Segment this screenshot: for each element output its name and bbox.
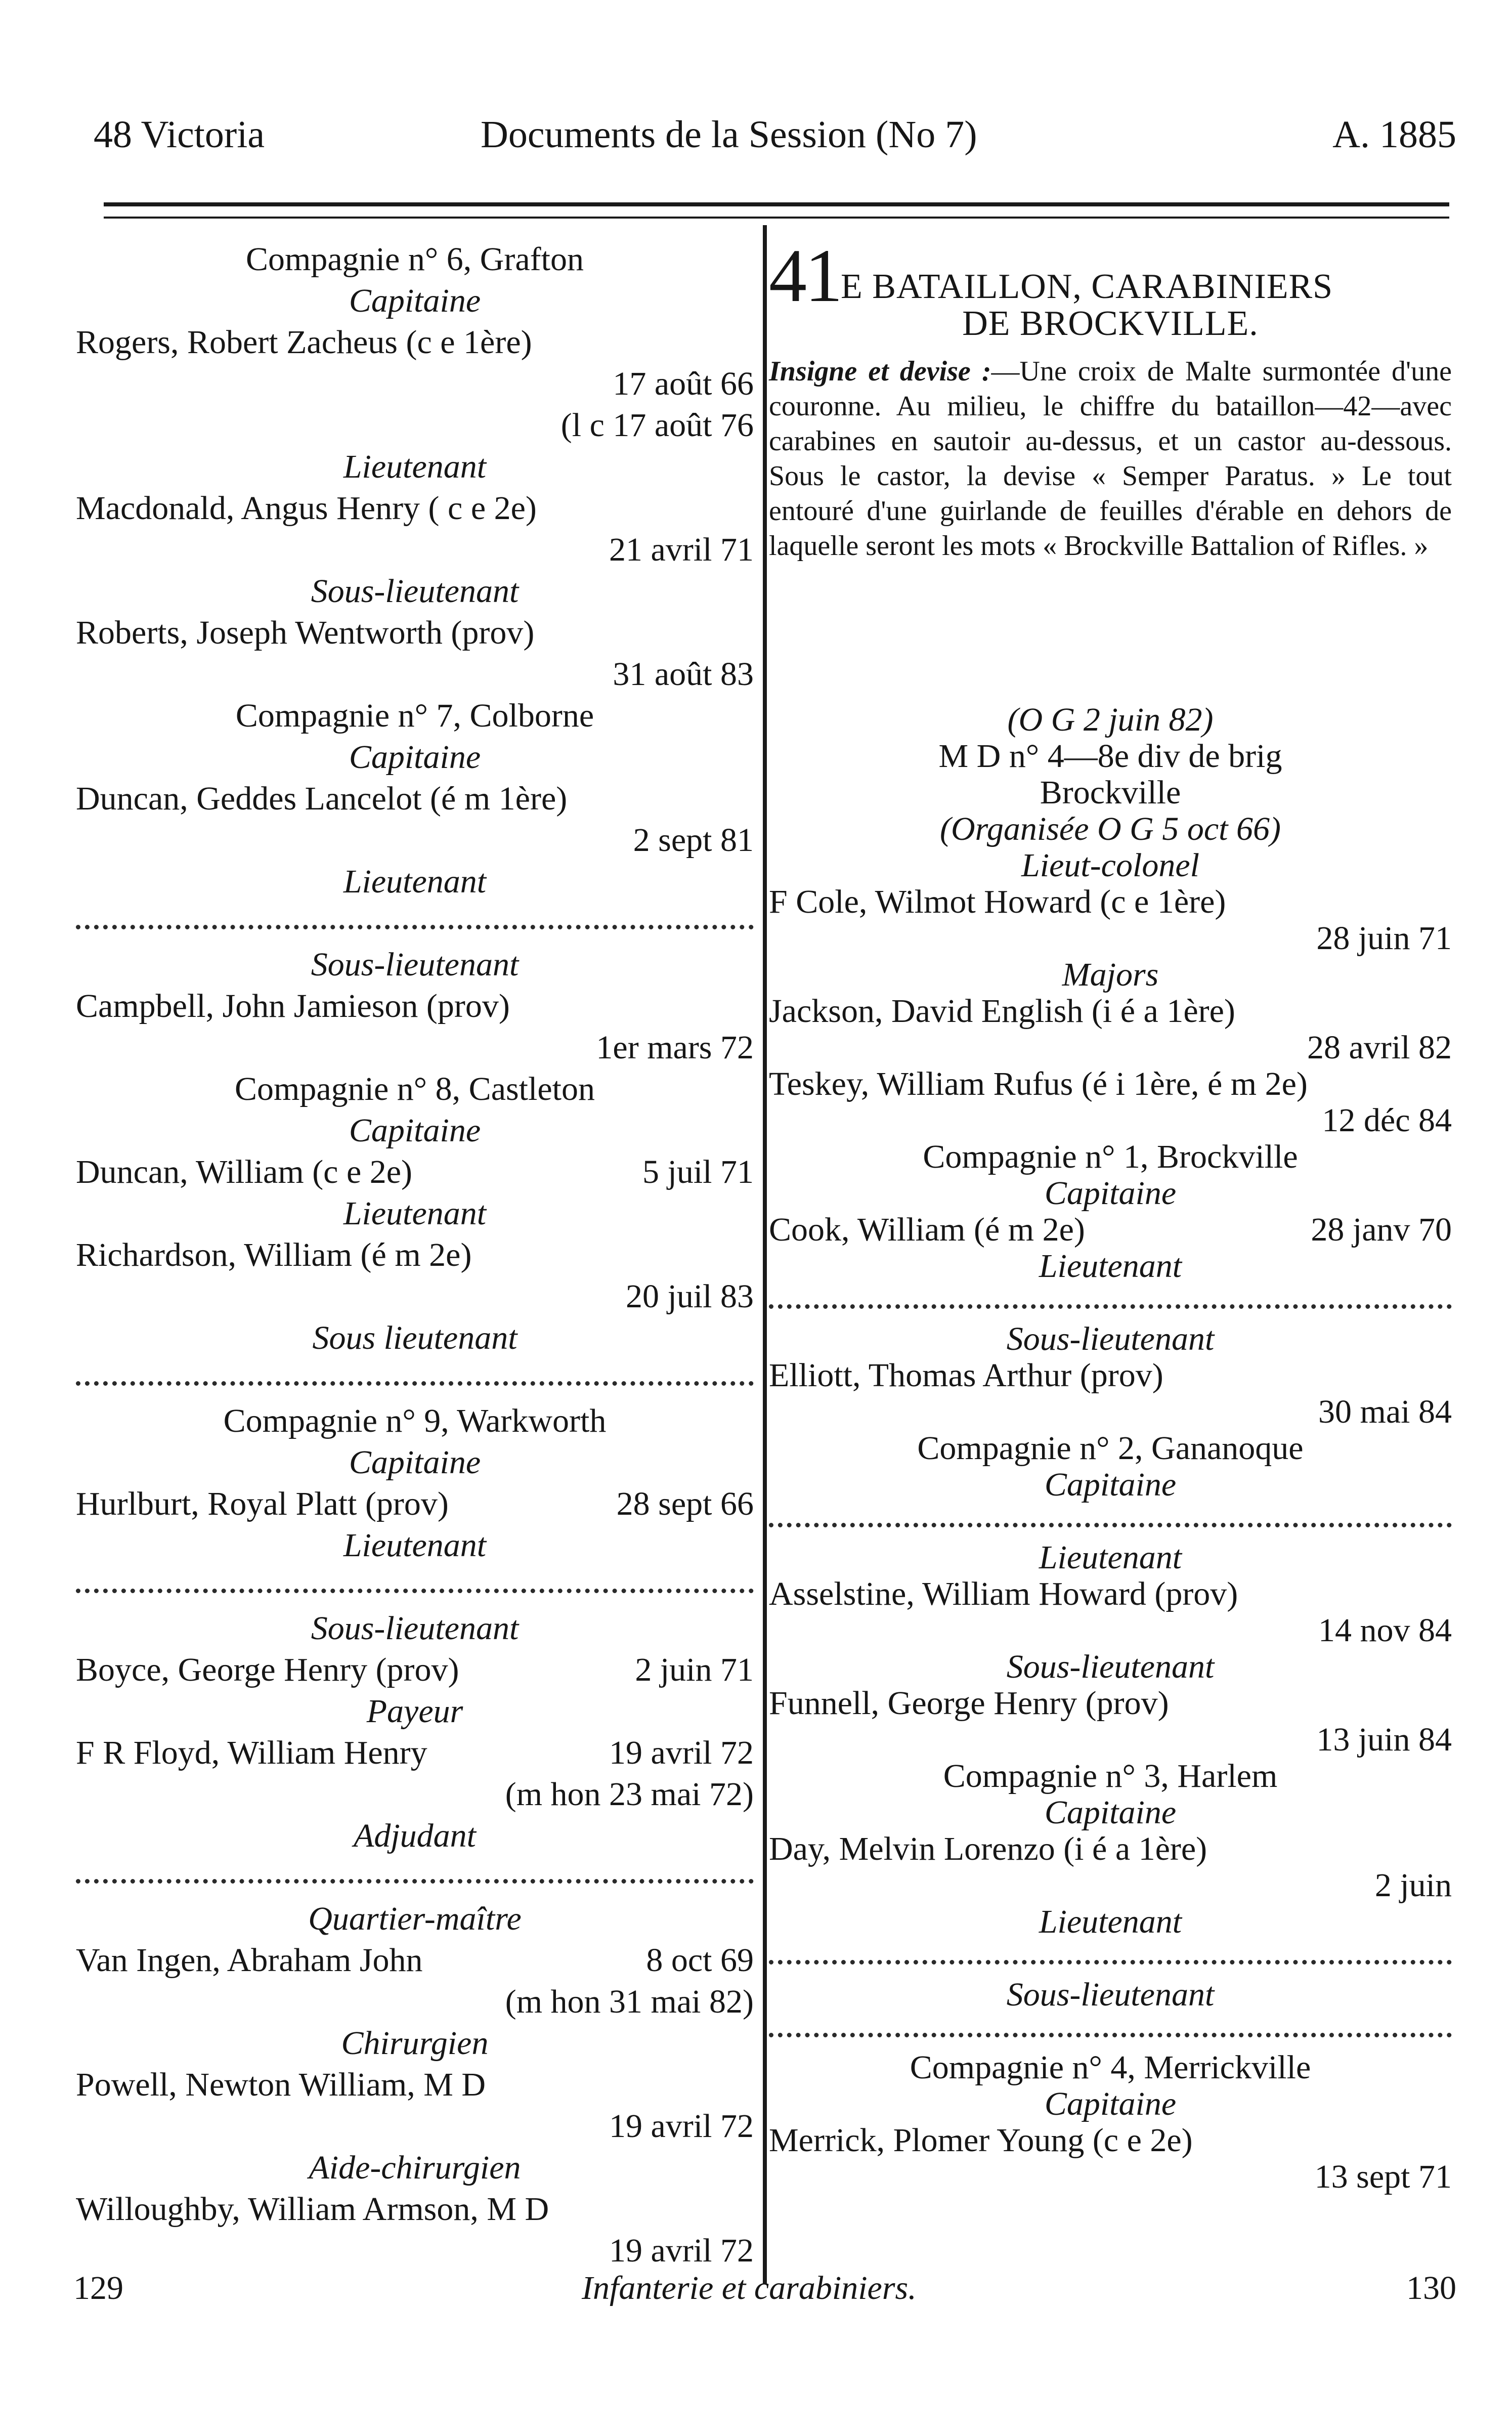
right-rank-heading: Sous-lieutenant (1006, 1976, 1215, 2013)
right-company-heading: M D n° 4—8e div de brig (938, 738, 1282, 775)
right-rank-heading: Lieutenant (1039, 1903, 1182, 1940)
right-officer-name: Merrick, Plomer Young (c e 2e) (769, 2122, 1193, 2159)
right-date: 2 juin (1374, 1867, 1452, 1904)
right-dotted-leader (769, 1523, 1452, 1527)
right-rank-heading: (O G 2 juin 82) (1007, 701, 1214, 738)
right-company-heading: Compagnie n° 3, Harlem (943, 1758, 1278, 1795)
right-company-heading: Compagnie n° 4, Merrickville (910, 2049, 1311, 2086)
header-center: Documents de la Session (No 7) (481, 113, 977, 156)
left-rank-heading: Lieutenant (343, 1527, 487, 1564)
battalion-heading-line2: DE BROCKVILLE. (962, 304, 1259, 343)
right-officer-name: Cook, William (é m 2e) 28 janv 70 (769, 1211, 1452, 1248)
header-right: A. 1885 (1332, 113, 1456, 156)
left-dotted-leader (76, 1589, 754, 1593)
battalion-heading-line1 (769, 234, 1452, 318)
left-officer-name: Roberts, Joseph Wentworth (prov) (76, 614, 535, 651)
insignia-text: —Une croix de Malte surmontée d'une couronne. Au milieu, le chiffre du bataillon—42—avec carabines en sautoir au-dessus, et un castor au-dessous. Sous le castor, la devise « Semper Paratus. » Le tout entouré d'une guirlande de feuilles d'érable en dehors de laquelle seront les mots « Brockville Battalion of Rifles. » (769, 356, 1452, 562)
left-date: 2 sept 81 (633, 822, 754, 859)
left-officer-name: Willoughby, William Armson, M D (76, 2191, 549, 2228)
right-company-heading: Brockville (1040, 774, 1181, 811)
left-dotted-leader (76, 1879, 754, 1884)
header-left: 48 Victoria (94, 113, 265, 156)
right-company-heading: Compagnie n° 2, Gananoque (917, 1430, 1304, 1467)
left-date: 28 sept 66 (616, 1485, 754, 1522)
left-date: 2 juin 71 (635, 1651, 754, 1688)
left-rank-heading: Aide-chirurgien (309, 2149, 521, 2186)
right-rank-heading: Lieut-colonel (1021, 847, 1199, 884)
right-officer-name: Asselstine, William Howard (prov) (769, 1575, 1238, 1612)
footer-page-left: 129 (73, 2270, 123, 2306)
left-rank-heading: Payeur (366, 1693, 463, 1730)
left-officer-name: Richardson, William (é m 2e) (76, 1236, 472, 1273)
right-date: 13 juin 84 (1316, 1721, 1452, 1758)
left-rank-heading: Capitaine (349, 1112, 481, 1149)
left-dotted-leader (76, 925, 754, 929)
left-officer-name: F R Floyd, William Henry 19 avril 72 (76, 1734, 754, 1771)
left-rank-heading: Sous-lieutenant (311, 1610, 519, 1647)
left-date: 5 juil 71 (642, 1154, 754, 1190)
left-rank-heading: Sous lieutenant (312, 1319, 517, 1356)
left-officer-name: Van Ingen, Abraham John 8 oct 69 (76, 1942, 754, 1979)
left-officer-name: Hurlburt, Royal Platt (prov) 28 sept 66 (76, 1485, 754, 1522)
left-date: 19 avril 72 (609, 2108, 754, 2145)
left-date: (m hon 31 mai 82) (505, 1983, 754, 2020)
left-date: (l c 17 août 76 (560, 407, 754, 444)
left-rank-heading: Capitaine (349, 1444, 481, 1481)
left-date: 17 août 66 (613, 365, 754, 402)
battalion-number: 41 (769, 234, 841, 318)
right-date: 14 nov 84 (1318, 1612, 1452, 1649)
right-rank-heading: (Organisée O G 5 oct 66) (940, 810, 1281, 847)
left-date: (m hon 23 mai 72) (505, 1776, 754, 1813)
left-rank-heading: Sous-lieutenant (311, 946, 519, 983)
right-officer-name: Funnell, George Henry (prov) (769, 1685, 1169, 1722)
right-rank-heading: Sous-lieutenant (1006, 1648, 1215, 1685)
left-dotted-leader (76, 1381, 754, 1386)
right-officer-name: Jackson, David English (i é a 1ère) (769, 993, 1235, 1030)
left-officer-name: Duncan, William (c e 2e) 5 juil 71 (76, 1154, 754, 1190)
right-date: 30 mai 84 (1318, 1393, 1452, 1430)
left-company-heading: Compagnie n° 6, Grafton (246, 241, 584, 278)
right-company-heading: Compagnie n° 1, Brockville (923, 1138, 1298, 1175)
left-rank-heading: Chirurgien (341, 2025, 489, 2062)
left-rank-heading: Lieutenant (343, 448, 487, 485)
left-company-heading: Compagnie n° 8, Castleton (235, 1071, 595, 1107)
insignia-paragraph (769, 354, 1452, 564)
left-officer-name: Rogers, Robert Zacheus (c e 1ère) (76, 324, 532, 361)
right-rank-heading: Lieutenant (1039, 1539, 1182, 1576)
right-rank-heading: Capitaine (1044, 1794, 1177, 1831)
left-rank-heading: Lieutenant (343, 863, 487, 900)
left-date: 20 juil 83 (625, 1278, 754, 1315)
right-rank-heading: Majors (1062, 956, 1159, 993)
right-rank-heading: Sous-lieutenant (1006, 1320, 1215, 1357)
right-officer-name: Elliott, Thomas Arthur (prov) (769, 1357, 1163, 1394)
right-rank-heading: Capitaine (1044, 1466, 1177, 1503)
right-officer-name: F Cole, Wilmot Howard (c e 1ère) (769, 883, 1226, 920)
right-date: 12 déc 84 (1322, 1102, 1452, 1139)
column-divider (763, 225, 767, 2284)
left-date: 1er mars 72 (596, 1029, 754, 1066)
left-rank-heading: Lieutenant (343, 1195, 487, 1232)
left-date: 19 avril 72 (609, 1734, 754, 1771)
right-date: 28 juin 71 (1316, 920, 1452, 957)
right-date: 28 avril 82 (1307, 1029, 1452, 1066)
right-rank-heading: Capitaine (1044, 2085, 1177, 2122)
left-officer-name: Boyce, George Henry (prov) 2 juin 71 (76, 1651, 754, 1688)
right-dotted-leader (769, 1960, 1452, 1964)
left-officer-name: Duncan, Geddes Lancelot (é m 1ère) (76, 780, 568, 817)
footer-page-right: 130 (1406, 2270, 1456, 2306)
right-dotted-leader (769, 2033, 1452, 2037)
left-rank-heading: Capitaine (349, 282, 481, 319)
left-date: 8 oct 69 (646, 1942, 754, 1979)
left-officer-name: Macdonald, Angus Henry ( c e 2e) (76, 490, 537, 527)
right-column (769, 0, 1452, 2435)
right-dotted-leader (769, 1304, 1452, 1309)
right-date: 13 sept 71 (1314, 2158, 1452, 2195)
left-rank-heading: Adjudant (354, 1817, 476, 1854)
right-officer-name: Teskey, William Rufus (é i 1ère, é m 2e) (769, 1065, 1308, 1102)
right-date: 28 janv 70 (1311, 1211, 1452, 1248)
right-rank-heading: Capitaine (1044, 1175, 1177, 1212)
right-rank-heading: Lieutenant (1039, 1248, 1182, 1285)
left-company-heading: Compagnie n° 9, Warkworth (223, 1402, 607, 1439)
right-officer-name: Day, Melvin Lorenzo (i é a 1ère) (769, 1830, 1207, 1867)
left-rank-heading: Sous-lieutenant (311, 573, 519, 610)
left-date: 19 avril 72 (609, 2232, 754, 2269)
left-column (76, 0, 754, 2435)
left-date: 21 avril 71 (609, 531, 754, 568)
battalion-title: E BATAILLON, CARABINIERS (841, 267, 1333, 306)
insignia-lead: Insigne et devise : (769, 356, 991, 387)
left-company-heading: Compagnie n° 7, Colborne (235, 697, 594, 734)
left-officer-name: Powell, Newton William, M D (76, 2066, 486, 2103)
left-officer-name: Campbell, John Jamieson (prov) (76, 988, 510, 1024)
left-rank-heading: Quartier-maître (308, 1900, 522, 1937)
left-rank-heading: Capitaine (349, 739, 481, 776)
footer-section-title: Infanterie et carabiniers. (582, 2270, 917, 2306)
left-date: 31 août 83 (613, 656, 754, 693)
